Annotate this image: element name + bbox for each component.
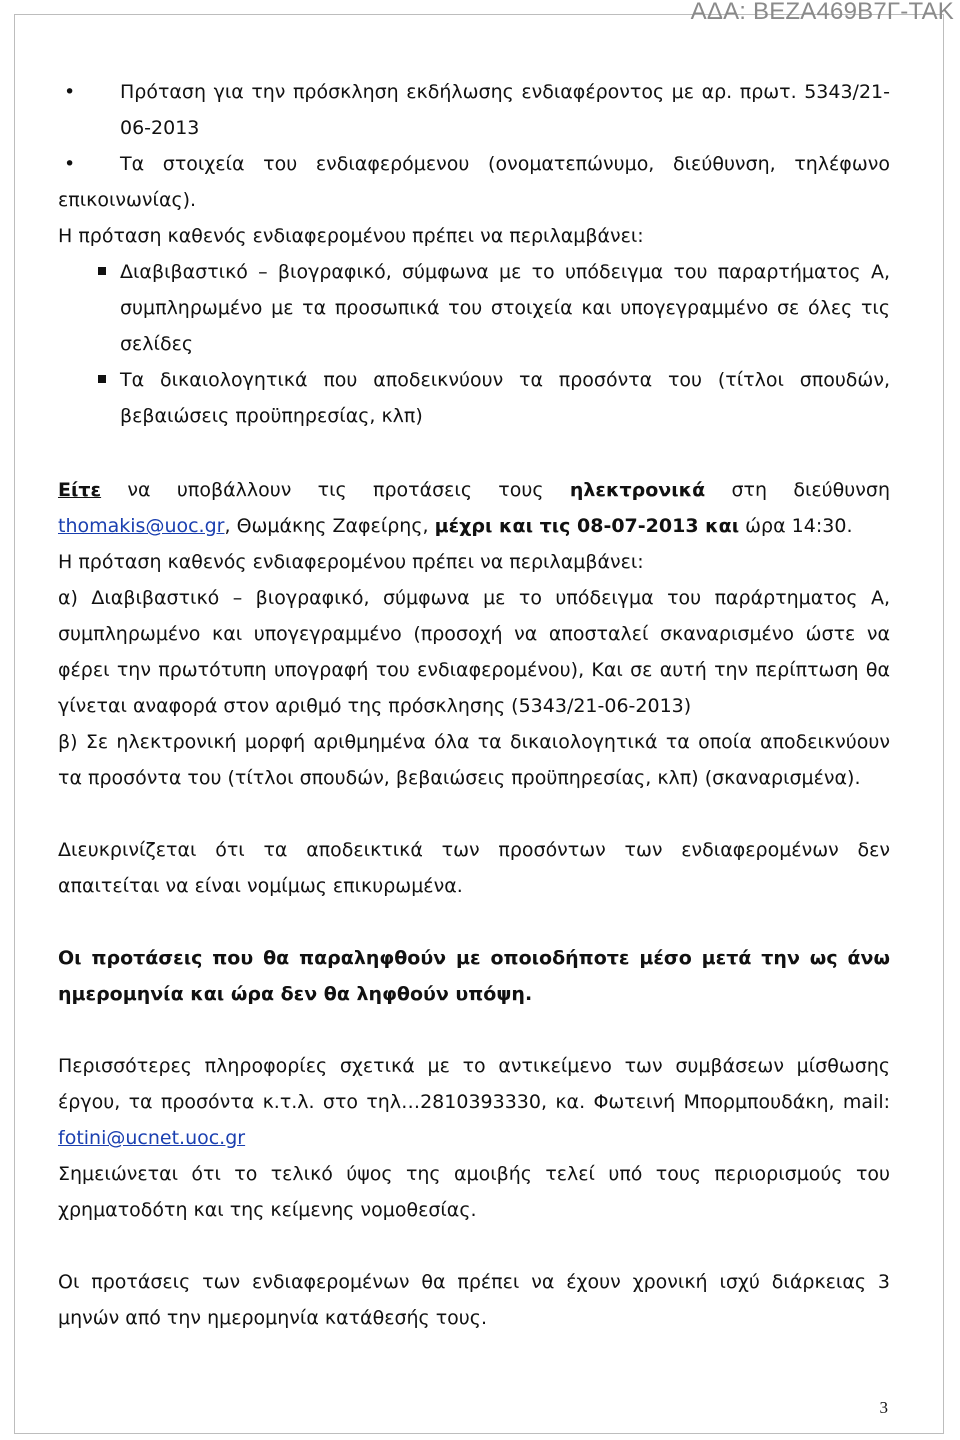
item-a: α) Διαβιβαστικό – βιογραφικό, σύμφωνα με το υπόδειγμα του παράρτηματος Α, συμπληρωμένο και υπογεγραμμένο (προσοχή να αποσταλεί σκαναρισμένο ώστε να φέρει την πρωτότυπη υπογραφή του ενδιαφερομένου), Και σε αυτή την περίπτωση θα γίνεται αναφορά στον αριθμό της πρόσκλησης (5343/21-06-2013) — [58, 587, 890, 717]
electronic-label: ηλεκτρονικά — [569, 479, 706, 501]
list-item — [58, 74, 890, 146]
deadline-text: μέχρι και τις 08-07-2013 και — [434, 515, 740, 537]
requirements-intro-2: Η πρόταση καθενός ενδιαφερομένου πρέπει να περιλαμβάνει: — [58, 551, 644, 573]
bullet-text: Διαβιβαστικό – βιογραφικό, σύμφωνα με το υπόδειγμα του παραρτήματος Α, συμπληρωμένο με τα προσωπικά του στοιχεία και υπογεγραμμένο σε όλες τις σελίδες — [120, 261, 890, 355]
requirements-intro: Η πρόταση καθενός ενδιαφερομένου πρέπει να περιλαμβάνει: — [58, 225, 644, 247]
document-body — [58, 74, 890, 1336]
clarification: Διευκρινίζεται ότι τα αποδεικτικά των προσόντων των ενδιαφερομένων δεν απαιτείται να είναι νομίμως επικυρωμένα. — [58, 839, 890, 897]
either-label: Είτε — [58, 479, 102, 501]
contact-info: Περισσότερες πληροφορίες σχετικά με το αντικείμενο των συμβάσεων μίσθωσης έργου, τα προσόντα κ.τ.λ. στο τηλ…2810393330, κα. Φωτεινή Μπορμπουδάκη, mail: fotini@ucnet.uoc.gr — [58, 1055, 890, 1149]
late-submission-warning: Οι προτάσεις που θα παραληφθούν με οποιοδήποτε μέσο μετά την ως άνω ημερομηνία και ώρα δεν θα ληφθούν υπόψη. — [58, 947, 890, 1005]
bullet-text: Πρόταση για την πρόσκληση εκδήλωσης ενδιαφέροντος με αρ. πρωτ. 5343/21-06-2013 — [120, 81, 890, 139]
page-number: 3 — [879, 1398, 888, 1417]
list-item — [58, 146, 890, 218]
list-item — [58, 362, 890, 434]
bullet-square-icon — [98, 375, 106, 383]
bullet-text: Τα δικαιολογητικά που αποδεικνύουν τα προσόντα του (τίτλοι σπουδών, βεβαιώσεις προϋπηρεσίας, κλπ) — [120, 369, 890, 427]
item-b: β) Σε ηλεκτρονική μορφή αριθμημένα όλα τα δικαιολογητικά τα οποία αποδεικνύουν τα προσόντα του (τίτλοι σπουδών, βεβαιώσεις προϋπηρεσίας, κλπ) (σκαναρισμένα). — [58, 731, 890, 789]
bullet-dot-icon: • — [64, 153, 76, 175]
ada-code: ΑΔΑ: ΒΕΖΑ469Β7Γ-ΤΑΚ — [690, 0, 954, 25]
submission-email-link[interactable]: thomakis@uoc.gr — [58, 515, 225, 537]
validity-note: Οι προτάσεις των ενδιαφερομένων θα πρέπει να έχουν χρονική ισχύ διάρκειας 3 μηνών από την ημερομηνία κατάθεσής τους. — [58, 1271, 890, 1329]
list-item — [58, 254, 890, 362]
fee-note: Σημειώνεται ότι το τελικό ύψος της αμοιβής τελεί υπό τους περιορισμούς του χρηματοδότη και της κείμενης νομοθεσίας. — [58, 1163, 890, 1221]
electronic-submission: Είτε να υποβάλλουν τις προτάσεις τους ηλεκτρονικά στη διεύθυνση thomakis@uoc.gr, Θωμάκης Ζαφείρης, μέχρι και τις 08-07-2013 και ώρα 14:30. — [58, 479, 890, 537]
bullet-text: Τα στοιχεία του ενδιαφερόμενου (ονοματεπώνυμο, διεύθυνση, τηλέφωνο επικοινωνίας). — [58, 153, 890, 211]
bullet-square-icon — [98, 267, 106, 275]
bullet-dot-icon: • — [64, 81, 76, 103]
contact-email-link[interactable]: fotini@ucnet.uoc.gr — [58, 1127, 246, 1149]
